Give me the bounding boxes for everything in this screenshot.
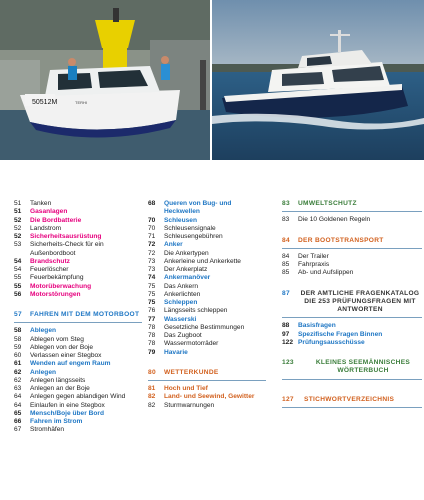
toc-entry[interactable]: 75 Das Ankern bbox=[148, 282, 199, 290]
toc-entry[interactable]: 78 Das Zugboot bbox=[148, 332, 202, 339]
toc-entry[interactable]: 82 Sturmwarnungen bbox=[148, 401, 215, 409]
toc-entry[interactable]: 78 Gesetzliche Bestimmungen bbox=[148, 323, 245, 331]
toc-entry[interactable]: 66 Fahren im Strom bbox=[14, 418, 83, 425]
toc-entry[interactable]: 63 Anlegen an der Boje bbox=[14, 385, 90, 392]
toc-entry[interactable]: 54 Feuerlöscher bbox=[14, 266, 69, 273]
toc-entry[interactable]: 58 Ablegen bbox=[14, 327, 57, 335]
toc-entry[interactable]: 75 Ankerlichten bbox=[148, 290, 201, 298]
toc-column-2 bbox=[148, 200, 266, 410]
toc-section-heading[interactable]: 87 DER AMTLICHE FRAGENKATALOG DIE 253 PRÜFUNGSFRAGEN MIT ANTWORTEN bbox=[282, 290, 422, 319]
yacht-on-water-illustration bbox=[212, 0, 424, 160]
toc-entry[interactable]: 55 Feuerbekämpfung bbox=[14, 274, 84, 282]
toc-column-1 bbox=[14, 200, 142, 435]
toc-column-3 bbox=[282, 200, 422, 412]
toc-entry[interactable]: 85 Ab- und Aufslippen bbox=[282, 269, 354, 277]
boat-registration-label: 50512M bbox=[32, 99, 58, 106]
toc-entry[interactable]: 84 Der Trailer bbox=[282, 252, 329, 260]
toc-entry[interactable]: 60 Verlassen einer Stegbox bbox=[14, 352, 102, 359]
toc-entry[interactable]: 51 Gasanlagen bbox=[14, 208, 68, 216]
toc-entry[interactable]: 67 Stromhäfen bbox=[14, 426, 65, 434]
toc-entry[interactable]: 72 Anker bbox=[148, 241, 183, 249]
toc-section-heading[interactable]: 123 KLEINES SEEMÄNNISCHES WÖRTERBUCH bbox=[282, 359, 422, 380]
toc-entry[interactable]: 64 Einlaufen in eine Stegbox bbox=[14, 401, 105, 409]
toc-entry[interactable]: 122 Prüfungsausschüsse bbox=[282, 338, 365, 346]
toc-entry[interactable]: 97 Spezifische Fragen Binnen bbox=[282, 330, 383, 338]
toc-entry[interactable]: 73 Ankerleine und Ankerkette bbox=[148, 257, 241, 265]
toc-list-2b bbox=[148, 385, 266, 410]
boat-at-dock-illustration bbox=[0, 0, 210, 160]
toc-entry[interactable]: 58 Ablegen vom Steg bbox=[14, 335, 84, 343]
toc-entry[interactable]: 81 Hoch und Tief bbox=[148, 385, 208, 392]
toc-section-heading[interactable]: 83 UMWELTSCHUTZ bbox=[282, 200, 422, 212]
toc-entry[interactable]: 79 Havarie bbox=[148, 348, 188, 356]
toc-section-heading[interactable]: 57 FAHREN MIT DEM MOTORBOOT bbox=[14, 311, 142, 323]
toc-entry[interactable]: 73 Der Ankerplatz bbox=[148, 266, 208, 273]
toc-entry[interactable]: 55 Motorüberwachung bbox=[14, 282, 92, 290]
header-photos bbox=[0, 0, 424, 160]
toc-entry[interactable]: 65 Mensch/Boje über Bord bbox=[14, 409, 105, 417]
toc-entry[interactable]: 88 Basisfragen bbox=[282, 322, 336, 330]
toc-section-heading[interactable]: 80 WETTERKUNDE bbox=[148, 369, 266, 381]
toc-entry[interactable]: 78 Wassermotorräder bbox=[148, 340, 219, 348]
boat-brand-label: TERHI bbox=[75, 100, 87, 105]
toc-entry[interactable]: 56 Motorstörungen bbox=[14, 290, 81, 298]
toc-entry[interactable]: 82 Land- und Seewind, Gewitter bbox=[148, 393, 255, 401]
toc-entry[interactable]: 77 Wasserski bbox=[148, 315, 197, 323]
toc-entry[interactable]: 76 Längsseits schleppen bbox=[148, 307, 228, 315]
toc-list-1b bbox=[14, 327, 142, 434]
photo-motor-yacht bbox=[212, 0, 424, 160]
toc-entry[interactable]: 68 Queren von Bug- und Heckwellen bbox=[148, 200, 232, 216]
toc-entry[interactable]: 51 Tanken bbox=[14, 200, 52, 207]
toc-entry[interactable]: 54 Brandschutz bbox=[14, 257, 70, 265]
toc-entry[interactable]: 52 Die Bordbatterie bbox=[14, 216, 82, 224]
toc-entry[interactable]: 72 Die Ankertypen bbox=[148, 249, 209, 257]
toc-section-heading[interactable]: 127 STICHWORTVERZEICHNIS bbox=[282, 396, 422, 408]
toc-entry[interactable]: 83 Die 10 Goldenen Regeln bbox=[282, 216, 371, 224]
toc-entry[interactable]: 59 Ablegen von der Boje bbox=[14, 343, 94, 351]
toc-entry[interactable]: 61 Wenden auf engem Raum bbox=[14, 360, 111, 368]
toc-entry[interactable]: 85 Fahrpraxis bbox=[282, 261, 330, 268]
toc-entry[interactable]: 74 Ankermanöver bbox=[148, 274, 211, 282]
toc-entry[interactable]: 64 Anlegen gegen ablandigen Wind bbox=[14, 393, 126, 401]
toc-list-1 bbox=[14, 200, 142, 299]
toc-entry[interactable]: 52 Sicherheitsausrüstung bbox=[14, 233, 102, 240]
toc-entry[interactable]: 62 Anlegen längsseits bbox=[14, 376, 86, 384]
toc-entry[interactable]: 71 Schleusengebühren bbox=[148, 233, 223, 240]
toc-entry[interactable]: 52 Landstrom bbox=[14, 224, 62, 232]
toc-entry[interactable]: 62 Anlegen bbox=[14, 368, 57, 376]
toc-list-2 bbox=[148, 200, 266, 357]
toc-section-heading[interactable]: 84 DER BOOTSTRANSPORT bbox=[282, 237, 422, 249]
toc-entry[interactable]: 70 Schleusensignale bbox=[148, 224, 216, 232]
toc-entry[interactable]: 75 Schleppen bbox=[148, 299, 198, 306]
toc-entry[interactable]: 53 Sicherheits-Check für ein Außenbordboot bbox=[14, 241, 104, 257]
photo-harbour-boat bbox=[0, 0, 210, 160]
toc-entry[interactable]: 70 Schleusen bbox=[148, 216, 197, 224]
